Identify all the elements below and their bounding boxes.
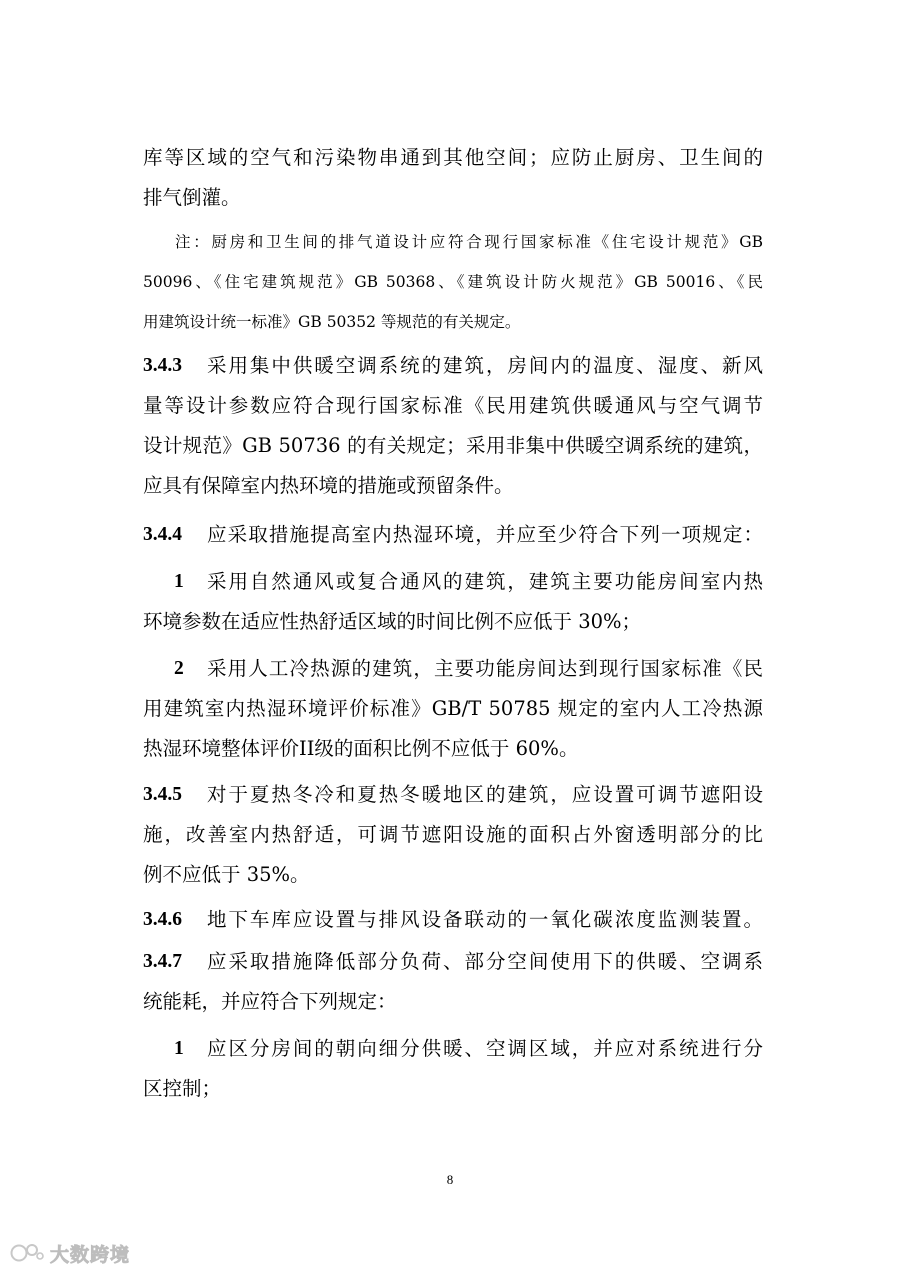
watermark-text: 大数跨境 bbox=[50, 1243, 131, 1266]
text-line: 量等设计参数应符合现行国家标准《民用建筑供暖通风与空气调节 bbox=[143, 394, 763, 417]
item-number: 1 bbox=[174, 1038, 184, 1059]
note-line: 用建筑设计统一标准》GB 50352 等规范的有关规定。 bbox=[143, 313, 521, 331]
text-line: 对于夏热冬冷和夏热冬暖地区的建筑，应设置可调节遮阳设 bbox=[207, 783, 763, 806]
page-number: 8 bbox=[446, 1172, 454, 1187]
clause-number: 3.4.3 bbox=[143, 355, 182, 376]
text-line: 应采取措施提高室内热湿环境，并应至少符合下列一项规定： bbox=[207, 523, 763, 546]
text-line: 应具有保障室内热环境的措施或预留条件。 bbox=[143, 474, 514, 497]
text-line: 热湿环境整体评价II级的面积比例不应低于 60%。 bbox=[143, 737, 579, 760]
clause-number: 3.4.7 bbox=[143, 951, 182, 972]
watermark-logo-icon bbox=[10, 1242, 44, 1264]
text-line: 采用人工冷热源的建筑，主要功能房间达到现行国家标准《民 bbox=[207, 657, 763, 680]
clause-number: 3.4.6 bbox=[143, 909, 182, 930]
text-line: 应区分房间的朝向细分供暖、空调区域，并应对系统进行分 bbox=[207, 1037, 763, 1060]
text-line: 施，改善室内热舒适，可调节遮阳设施的面积占外窗透明部分的比 bbox=[143, 823, 763, 846]
item-number: 2 bbox=[174, 658, 184, 679]
text-line: 环境参数在适应性热舒适区域的时间比例不应低于 30%； bbox=[143, 610, 642, 633]
clause-number: 3.4.5 bbox=[143, 784, 182, 805]
text-line: 用建筑室内热湿环境评价标准》GB/T 50785 规定的室内人工冷热源 bbox=[143, 697, 763, 720]
item-number: 1 bbox=[174, 571, 184, 592]
text-line: 地下车库应设置与排风设备联动的一氧化碳浓度监测装置。 bbox=[207, 908, 763, 931]
text-line: 设计规范》GB 50736 的有关规定；采用非集中供暖空调系统的建筑， bbox=[143, 434, 763, 457]
text-line: 采用集中供暖空调系统的建筑，房间内的温度、湿度、新风 bbox=[207, 354, 763, 377]
text-line: 排气倒灌。 bbox=[143, 186, 241, 209]
text-line: 库等区域的空气和污染物串通到其他空间；应防止厨房、卫生间的 bbox=[143, 146, 763, 169]
note-line: 50096、《住宅建筑规范》GB 50368、《建筑设计防火规范》GB 50016、《民 bbox=[143, 273, 763, 291]
clause-number: 3.4.4 bbox=[143, 524, 182, 545]
text-line: 应采取措施降低部分负荷、部分空间使用下的供暖、空调系 bbox=[207, 950, 763, 973]
text-line: 采用自然通风或复合通风的建筑，建筑主要功能房间室内热 bbox=[207, 570, 763, 593]
note-line: 注：厨房和卫生间的排气道设计应符合现行国家标准《住宅设计规范》GB bbox=[175, 233, 763, 251]
text-line: 例不应低于 35%。 bbox=[143, 863, 310, 886]
watermark bbox=[10, 1240, 130, 1266]
text-line: 统能耗，并应符合下列规定： bbox=[143, 990, 397, 1013]
text-line: 区控制； bbox=[143, 1077, 222, 1100]
